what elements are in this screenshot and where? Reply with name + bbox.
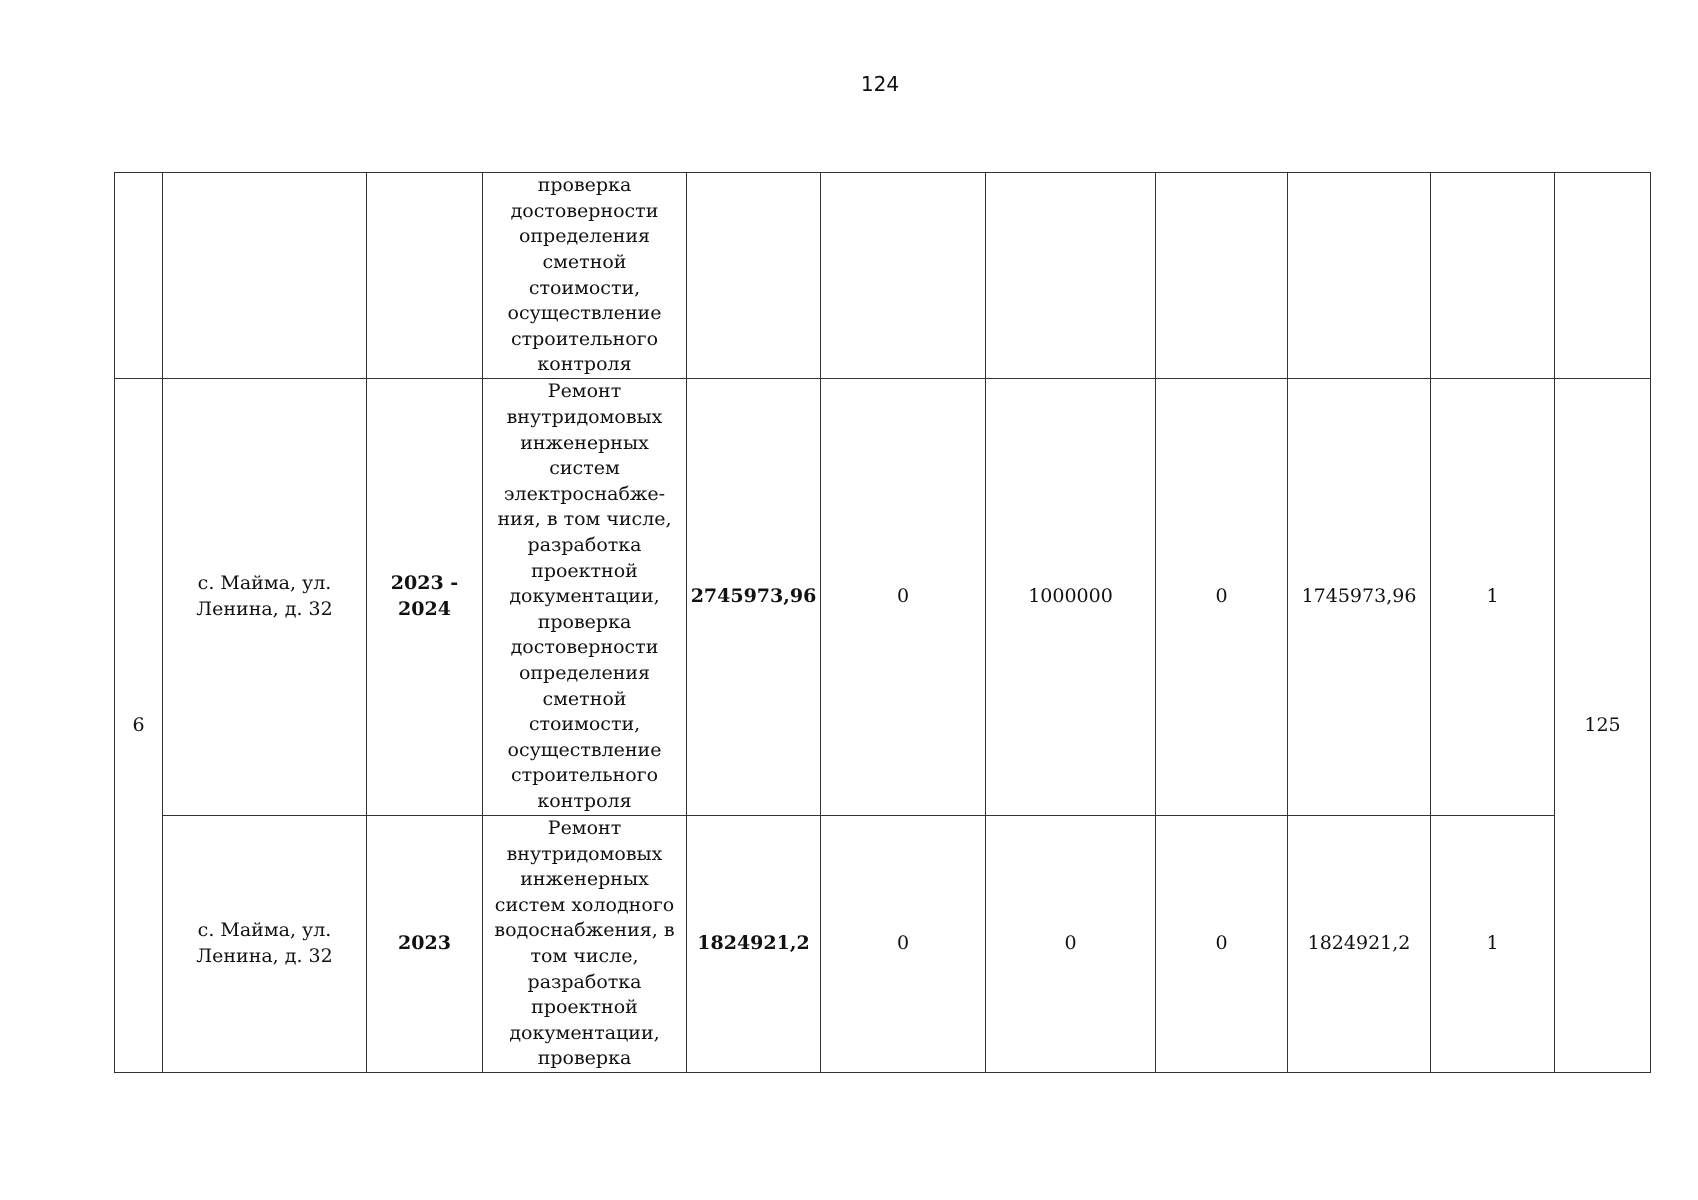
cell-col-a — [821, 173, 986, 379]
cell-col-e: 1 — [1431, 379, 1555, 816]
cell-period: 2023 — [367, 816, 483, 1073]
description-line: осуществление — [507, 738, 662, 761]
description-line: разработка — [527, 970, 642, 993]
description-line: Ремонт — [547, 380, 622, 403]
cell-col-e: 1 — [1431, 816, 1555, 1073]
description-line: сметной — [542, 250, 627, 273]
description-line: Ремонт — [547, 817, 622, 840]
description-line: проверка — [537, 174, 632, 197]
cell-last — [1555, 173, 1651, 379]
table-row-continued — [115, 173, 1651, 379]
description-line: систем холодного — [494, 893, 675, 916]
description-line: строительного — [510, 327, 659, 350]
description-line: систем — [549, 457, 620, 480]
description-line: достоверности — [510, 636, 659, 659]
description-line: разработка — [527, 534, 642, 557]
page-number: 124 — [860, 72, 900, 96]
cell-address: с. Майма, ул. Ленина, д. 32 — [163, 816, 367, 1073]
cell-description — [483, 173, 687, 379]
description-line: контроля — [537, 789, 632, 812]
cell-total — [687, 173, 821, 379]
description-line: сметной — [542, 687, 627, 710]
table-row — [115, 379, 1651, 816]
description-line: документации, — [509, 585, 660, 608]
description-line: стоимости, — [528, 276, 641, 299]
cell-last: 125 — [1555, 379, 1651, 1073]
cell-total: 2745973,96 — [687, 379, 821, 816]
cell-col-c: 0 — [1156, 379, 1288, 816]
description-line: документации, — [509, 1021, 660, 1044]
description-line: инженерных — [520, 868, 649, 891]
cell-col-d: 1745973,96 — [1288, 379, 1431, 816]
description-line: осуществление — [507, 302, 662, 325]
description-line: ния, в том числе, — [497, 508, 672, 531]
description-line: том числе, — [530, 945, 639, 967]
cell-col-b — [986, 173, 1156, 379]
cell-col-c — [1156, 173, 1288, 379]
description-line: проверка — [537, 1047, 632, 1070]
cell-period: 2023 - 2024 — [367, 379, 483, 816]
cell-address: с. Майма, ул. Ленина, д. 32 — [163, 379, 367, 816]
description-line: внутридомовых — [506, 842, 663, 865]
cell-col-c: 0 — [1156, 816, 1288, 1073]
description-line: достоверности — [510, 199, 659, 222]
cell-col-b: 0 — [986, 816, 1156, 1073]
description-line: внутридомовых — [506, 406, 663, 429]
table-row — [115, 816, 1651, 1073]
cell-col-b: 1000000 — [986, 379, 1156, 816]
description-line: контроля — [537, 353, 632, 376]
description-line: электроснабже- — [503, 482, 666, 505]
cell-number — [115, 173, 163, 379]
cell-description — [483, 816, 687, 1073]
cell-col-d — [1288, 173, 1431, 379]
description-line: определения — [518, 661, 651, 684]
description-line: стоимости, — [528, 713, 641, 736]
description-line: водоснабжения, в — [494, 919, 675, 942]
description-line: проектной — [531, 559, 638, 582]
cell-address — [163, 173, 367, 379]
cell-period — [367, 173, 483, 379]
works-table — [114, 172, 1651, 1073]
description-line: инженерных — [520, 431, 649, 454]
cell-col-a: 0 — [821, 379, 986, 816]
description-line: проверка — [537, 610, 632, 633]
cell-col-e — [1431, 173, 1555, 379]
cell-description — [483, 379, 687, 816]
description-line: проектной — [531, 996, 638, 1019]
cell-number: 6 — [115, 379, 163, 1073]
description-line: определения — [518, 225, 651, 248]
description-line: строительного — [510, 764, 659, 787]
cell-col-a: 0 — [821, 816, 986, 1073]
cell-col-d: 1824921,2 — [1288, 816, 1431, 1073]
cell-total: 1824921,2 — [687, 816, 821, 1073]
